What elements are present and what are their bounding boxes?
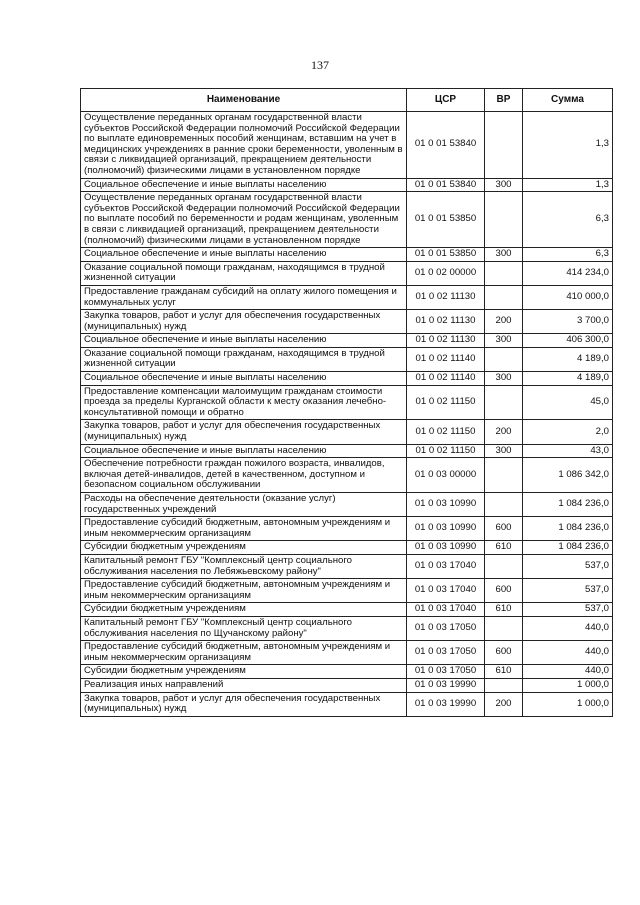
cell-sum: 537,0 bbox=[523, 603, 613, 617]
cell-name: Предоставление субсидий бюджетным, автономным учреждениям и иным некоммерческим организациям bbox=[81, 641, 407, 665]
cell-sum: 1 086 342,0 bbox=[523, 458, 613, 493]
cell-name: Реализация иных направлений bbox=[81, 678, 407, 692]
cell-sum: 1,3 bbox=[523, 178, 613, 192]
cell-sum: 1 084 236,0 bbox=[523, 493, 613, 517]
cell-csr: 01 0 03 10990 bbox=[407, 517, 485, 541]
table-row bbox=[81, 493, 613, 517]
table-row bbox=[81, 641, 613, 665]
cell-csr: 01 0 02 11150 bbox=[407, 420, 485, 444]
cell-sum: 6,3 bbox=[523, 192, 613, 248]
cell-name: Осуществление переданных органам государственной власти субъектов Российской Федерации полномочий Российской Федерации по выплате единовременных пособий женщинам, вставшим на учет в медицинских учреждениях в ранние сроки беременности, уволенным в связи с ликвидацией организаций, прекращением деятельности (полномочий) физическими лицами в установленном порядке bbox=[81, 112, 407, 179]
cell-sum: 2,0 bbox=[523, 420, 613, 444]
cell-vr bbox=[485, 261, 523, 285]
header-sum: Сумма bbox=[523, 89, 613, 112]
table-row bbox=[81, 579, 613, 603]
table-row bbox=[81, 178, 613, 192]
cell-csr: 01 0 02 11130 bbox=[407, 285, 485, 309]
cell-name: Субсидии бюджетным учреждениям bbox=[81, 603, 407, 617]
budget-table bbox=[80, 88, 613, 717]
cell-sum: 406 300,0 bbox=[523, 334, 613, 348]
cell-vr: 300 bbox=[485, 248, 523, 262]
table-row bbox=[81, 285, 613, 309]
cell-csr: 01 0 01 53840 bbox=[407, 112, 485, 179]
table-row bbox=[81, 603, 613, 617]
table-row bbox=[81, 261, 613, 285]
cell-name: Предоставление субсидий бюджетным, автономным учреждениям и иным некоммерческим организациям bbox=[81, 579, 407, 603]
table-row bbox=[81, 347, 613, 371]
cell-csr: 01 0 01 53850 bbox=[407, 248, 485, 262]
cell-sum: 6,3 bbox=[523, 248, 613, 262]
table-row bbox=[81, 665, 613, 679]
cell-vr bbox=[485, 112, 523, 179]
cell-vr: 300 bbox=[485, 178, 523, 192]
cell-vr: 610 bbox=[485, 541, 523, 555]
cell-csr: 01 0 03 10990 bbox=[407, 541, 485, 555]
cell-csr: 01 0 02 11150 bbox=[407, 385, 485, 420]
cell-name: Социальное обеспечение и иные выплаты населению bbox=[81, 178, 407, 192]
cell-csr: 01 0 03 10990 bbox=[407, 493, 485, 517]
table-row bbox=[81, 310, 613, 334]
cell-sum: 537,0 bbox=[523, 554, 613, 578]
cell-name: Социальное обеспечение и иные выплаты населению bbox=[81, 248, 407, 262]
cell-sum: 1 084 236,0 bbox=[523, 517, 613, 541]
cell-csr: 01 0 01 53850 bbox=[407, 192, 485, 248]
cell-csr: 01 0 03 19990 bbox=[407, 678, 485, 692]
cell-name: Субсидии бюджетным учреждениям bbox=[81, 541, 407, 555]
cell-vr bbox=[485, 616, 523, 640]
table-row bbox=[81, 192, 613, 248]
table-row bbox=[81, 112, 613, 179]
cell-vr: 200 bbox=[485, 692, 523, 716]
cell-vr: 610 bbox=[485, 665, 523, 679]
cell-sum: 440,0 bbox=[523, 616, 613, 640]
cell-csr: 01 0 02 11150 bbox=[407, 444, 485, 458]
cell-name: Расходы на обеспечение деятельности (оказание услуг) государственных учреждений bbox=[81, 493, 407, 517]
cell-vr bbox=[485, 192, 523, 248]
cell-sum: 414 234,0 bbox=[523, 261, 613, 285]
cell-sum: 440,0 bbox=[523, 665, 613, 679]
header-vr: ВР bbox=[485, 89, 523, 112]
cell-vr: 300 bbox=[485, 372, 523, 386]
cell-vr: 200 bbox=[485, 420, 523, 444]
cell-sum: 537,0 bbox=[523, 579, 613, 603]
cell-sum: 1 084 236,0 bbox=[523, 541, 613, 555]
cell-csr: 01 0 02 00000 bbox=[407, 261, 485, 285]
cell-name: Закупка товаров, работ и услуг для обеспечения государственных (муниципальных) нужд bbox=[81, 692, 407, 716]
cell-vr: 600 bbox=[485, 641, 523, 665]
cell-sum: 45,0 bbox=[523, 385, 613, 420]
cell-name: Субсидии бюджетным учреждениям bbox=[81, 665, 407, 679]
table-row bbox=[81, 385, 613, 420]
cell-sum: 1 000,0 bbox=[523, 678, 613, 692]
cell-csr: 01 0 03 17040 bbox=[407, 554, 485, 578]
cell-name: Капитальный ремонт ГБУ "Комплексный центр социального обслуживания населения по Щучанскому району" bbox=[81, 616, 407, 640]
cell-name: Оказание социальной помощи гражданам, находящимся в трудной жизненной ситуации bbox=[81, 261, 407, 285]
cell-vr: 610 bbox=[485, 603, 523, 617]
table-row bbox=[81, 692, 613, 716]
cell-vr bbox=[485, 347, 523, 371]
cell-csr: 01 0 03 17050 bbox=[407, 641, 485, 665]
cell-csr: 01 0 03 19990 bbox=[407, 692, 485, 716]
cell-sum: 3 700,0 bbox=[523, 310, 613, 334]
cell-name: Предоставление компенсации малоимущим гражданам стоимости проезда за пределы Курганской области к месту оказания лечебно-консультативной помощи и обратно bbox=[81, 385, 407, 420]
cell-vr: 600 bbox=[485, 579, 523, 603]
table-row bbox=[81, 458, 613, 493]
page-number: 137 bbox=[311, 58, 329, 72]
cell-csr: 01 0 02 11140 bbox=[407, 347, 485, 371]
cell-csr: 01 0 02 11130 bbox=[407, 334, 485, 348]
cell-csr: 01 0 01 53840 bbox=[407, 178, 485, 192]
cell-name: Капитальный ремонт ГБУ "Комплексный центр социального обслуживания населения по Лебяжьевскому району" bbox=[81, 554, 407, 578]
cell-name: Предоставление гражданам субсидий на оплату жилого помещения и коммунальных услуг bbox=[81, 285, 407, 309]
cell-name: Закупка товаров, работ и услуг для обеспечения государственных (муниципальных) нужд bbox=[81, 420, 407, 444]
cell-name: Социальное обеспечение и иные выплаты населению bbox=[81, 372, 407, 386]
cell-vr: 600 bbox=[485, 517, 523, 541]
cell-vr bbox=[485, 385, 523, 420]
cell-name: Оказание социальной помощи гражданам, находящимся в трудной жизненной ситуации bbox=[81, 347, 407, 371]
cell-csr: 01 0 03 17040 bbox=[407, 603, 485, 617]
cell-vr bbox=[485, 493, 523, 517]
cell-vr: 300 bbox=[485, 334, 523, 348]
table-row bbox=[81, 372, 613, 386]
cell-sum: 4 189,0 bbox=[523, 372, 613, 386]
cell-csr: 01 0 02 11140 bbox=[407, 372, 485, 386]
cell-vr: 200 bbox=[485, 310, 523, 334]
table-row bbox=[81, 248, 613, 262]
cell-sum: 440,0 bbox=[523, 641, 613, 665]
cell-csr: 01 0 02 11130 bbox=[407, 310, 485, 334]
cell-name: Социальное обеспечение и иные выплаты населению bbox=[81, 444, 407, 458]
cell-csr: 01 0 03 17040 bbox=[407, 579, 485, 603]
cell-vr: 300 bbox=[485, 444, 523, 458]
table-row bbox=[81, 678, 613, 692]
cell-sum: 1,3 bbox=[523, 112, 613, 179]
table-row bbox=[81, 334, 613, 348]
cell-vr bbox=[485, 285, 523, 309]
header-csr: ЦСР bbox=[407, 89, 485, 112]
cell-name: Обеспечение потребности граждан пожилого возраста, инвалидов, включая детей-инвалидов, детей в качественном, доступном и безопасном социальном обслуживании bbox=[81, 458, 407, 493]
cell-vr bbox=[485, 458, 523, 493]
cell-sum: 410 000,0 bbox=[523, 285, 613, 309]
cell-csr: 01 0 03 17050 bbox=[407, 616, 485, 640]
table-row bbox=[81, 541, 613, 555]
table-row bbox=[81, 517, 613, 541]
table-row bbox=[81, 444, 613, 458]
cell-name: Осуществление переданных органам государственной власти субъектов Российской Федерации полномочий Российской Федерации по выплате пособий по беременности и родам женщинам, уволенным в связи с ликвидацией организаций, прекращением деятельности (полномочий) физическими лицами в установленном порядке bbox=[81, 192, 407, 248]
cell-sum: 43,0 bbox=[523, 444, 613, 458]
table-header-row bbox=[81, 89, 613, 112]
cell-sum: 1 000,0 bbox=[523, 692, 613, 716]
cell-vr bbox=[485, 678, 523, 692]
cell-csr: 01 0 03 17050 bbox=[407, 665, 485, 679]
cell-name: Социальное обеспечение и иные выплаты населению bbox=[81, 334, 407, 348]
table-row bbox=[81, 554, 613, 578]
cell-vr bbox=[485, 554, 523, 578]
cell-name: Предоставление субсидий бюджетным, автономным учреждениям и иным некоммерческим организациям bbox=[81, 517, 407, 541]
table-row bbox=[81, 616, 613, 640]
header-name: Наименование bbox=[81, 89, 407, 112]
cell-name: Закупка товаров, работ и услуг для обеспечения государственных (муниципальных) нужд bbox=[81, 310, 407, 334]
table-row bbox=[81, 420, 613, 444]
cell-csr: 01 0 03 00000 bbox=[407, 458, 485, 493]
cell-sum: 4 189,0 bbox=[523, 347, 613, 371]
